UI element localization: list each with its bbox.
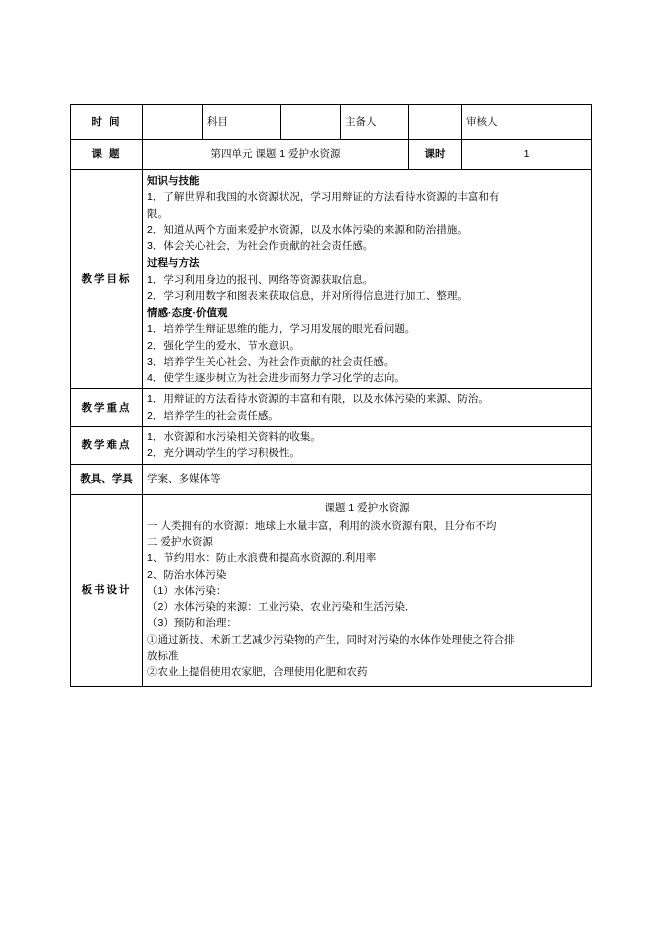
objectives-line: 1．培养学生辩证思维的能力，学习用发展的眼光看问题。 — [147, 323, 416, 336]
board-design-line: 放标准 — [147, 649, 179, 662]
table-row-board-design — [71, 494, 592, 687]
board-design-line: 一 人类拥有的水资源：地球上水量丰富，利用的淡水资源有限，且分布不均 — [147, 519, 497, 532]
lesson-plan-page — [70, 104, 591, 687]
reviewer-cell — [462, 105, 592, 140]
board-design-line: （3）预防和治理： — [147, 617, 237, 630]
board-design-line: 2、防治水体污染 — [147, 568, 227, 581]
objectives-line: 4．使学生逐步树立为社会进步而努力学习化学的志向。 — [147, 372, 405, 385]
topic-value[interactable]: 第四单元 课题 1 爱护水资源 — [143, 140, 409, 170]
table-row-key-points — [71, 389, 592, 427]
objectives-line: 1．学习利用身边的报刊、网络等资源获取信息。 — [147, 273, 374, 286]
objectives-line: 2．学习利用数字和图表来获取信息，并对所得信息进行加工、整理。 — [147, 289, 468, 302]
table-row-difficulties — [71, 426, 592, 464]
periods-value[interactable]: 1 — [462, 140, 592, 170]
board-design-line: （2）水体污染的来源：工业污染、农业污染和生活污染． — [147, 601, 416, 614]
key-points-line: 2．培养学生的社会责任感。 — [147, 409, 279, 422]
difficulties-line: 2．充分调动学生的学习积极性。 — [147, 447, 300, 460]
table-row-teaching-aids — [71, 464, 592, 494]
teaching-aids-label: 教具、学具 — [71, 464, 143, 494]
key-points-content — [143, 389, 592, 427]
difficulties-content — [143, 426, 592, 464]
objectives-content — [143, 170, 592, 389]
subject-value[interactable] — [281, 105, 341, 140]
difficulties-line: 1．水资源和水污染相关资料的收集。 — [147, 430, 321, 443]
topic-label: 课 题 — [71, 140, 143, 170]
main-preparer-value[interactable] — [409, 105, 462, 140]
key-points-label: 教学重点 — [71, 389, 143, 427]
time-value[interactable] — [143, 105, 203, 140]
objectives-group-heading-0: 知识与技能 — [147, 175, 200, 187]
lesson-plan-table — [70, 104, 592, 687]
board-design-title: 课题 1 爱护水资源 — [324, 501, 410, 514]
objectives-line: 3．体会关心社会，为社会作贡献的社会责任感。 — [147, 240, 374, 253]
board-design-line: 1、节约用水：防止水浪费和提高水资源的.利用率 — [147, 552, 377, 565]
key-points-line: 1．用辩证的方法看待水资源的丰富和有限，以及水体污染的来源、防治。 — [147, 393, 489, 406]
board-design-line: ①通过新技、术新工艺减少污染物的产生，同时对污染的水体作处理使之符合排 — [147, 633, 515, 646]
difficulties-label: 教学难点 — [71, 426, 143, 464]
periods-label: 课时 — [409, 140, 462, 170]
main-preparer-label: 主备人 — [341, 105, 409, 140]
time-label: 时 间 — [71, 105, 143, 140]
teaching-aids-content — [143, 464, 592, 494]
objectives-label: 教学目标 — [71, 170, 143, 389]
board-design-line: （1）水体污染： — [147, 584, 227, 597]
teaching-aids-line: 学案、多媒体等 — [147, 472, 221, 485]
board-design-content — [143, 494, 592, 687]
objectives-line: 3．培养学生关心社会、为社会作贡献的社会责任感。 — [147, 355, 395, 368]
table-row-header — [71, 105, 592, 140]
objectives-line: 2．知道从两个方面来爱护水资源，以及水体污染的来源和防治措施。 — [147, 223, 468, 236]
objectives-line: 限。 — [147, 207, 168, 220]
table-row-objectives — [71, 170, 592, 389]
board-design-label: 板书设计 — [71, 494, 143, 687]
reviewer-label: 审核人 — [466, 115, 498, 128]
objectives-line: 1．了解世界和我国的水资源状况，学习用辩证的方法看待水资源的丰富和有 — [147, 191, 500, 204]
board-design-line: ②农业上提倡使用农家肥，合理使用化肥和农药 — [147, 666, 368, 679]
board-design-line: 二 爱护水资源 — [147, 536, 213, 549]
objectives-group-heading-1: 过程与方法 — [147, 257, 200, 270]
table-row-topic — [71, 140, 592, 170]
objectives-group-heading-2: 情感·态度·价值观 — [147, 307, 228, 320]
subject-label: 科目 — [203, 105, 281, 140]
objectives-line: 2．强化学生的爱水、节水意识。 — [147, 339, 300, 352]
